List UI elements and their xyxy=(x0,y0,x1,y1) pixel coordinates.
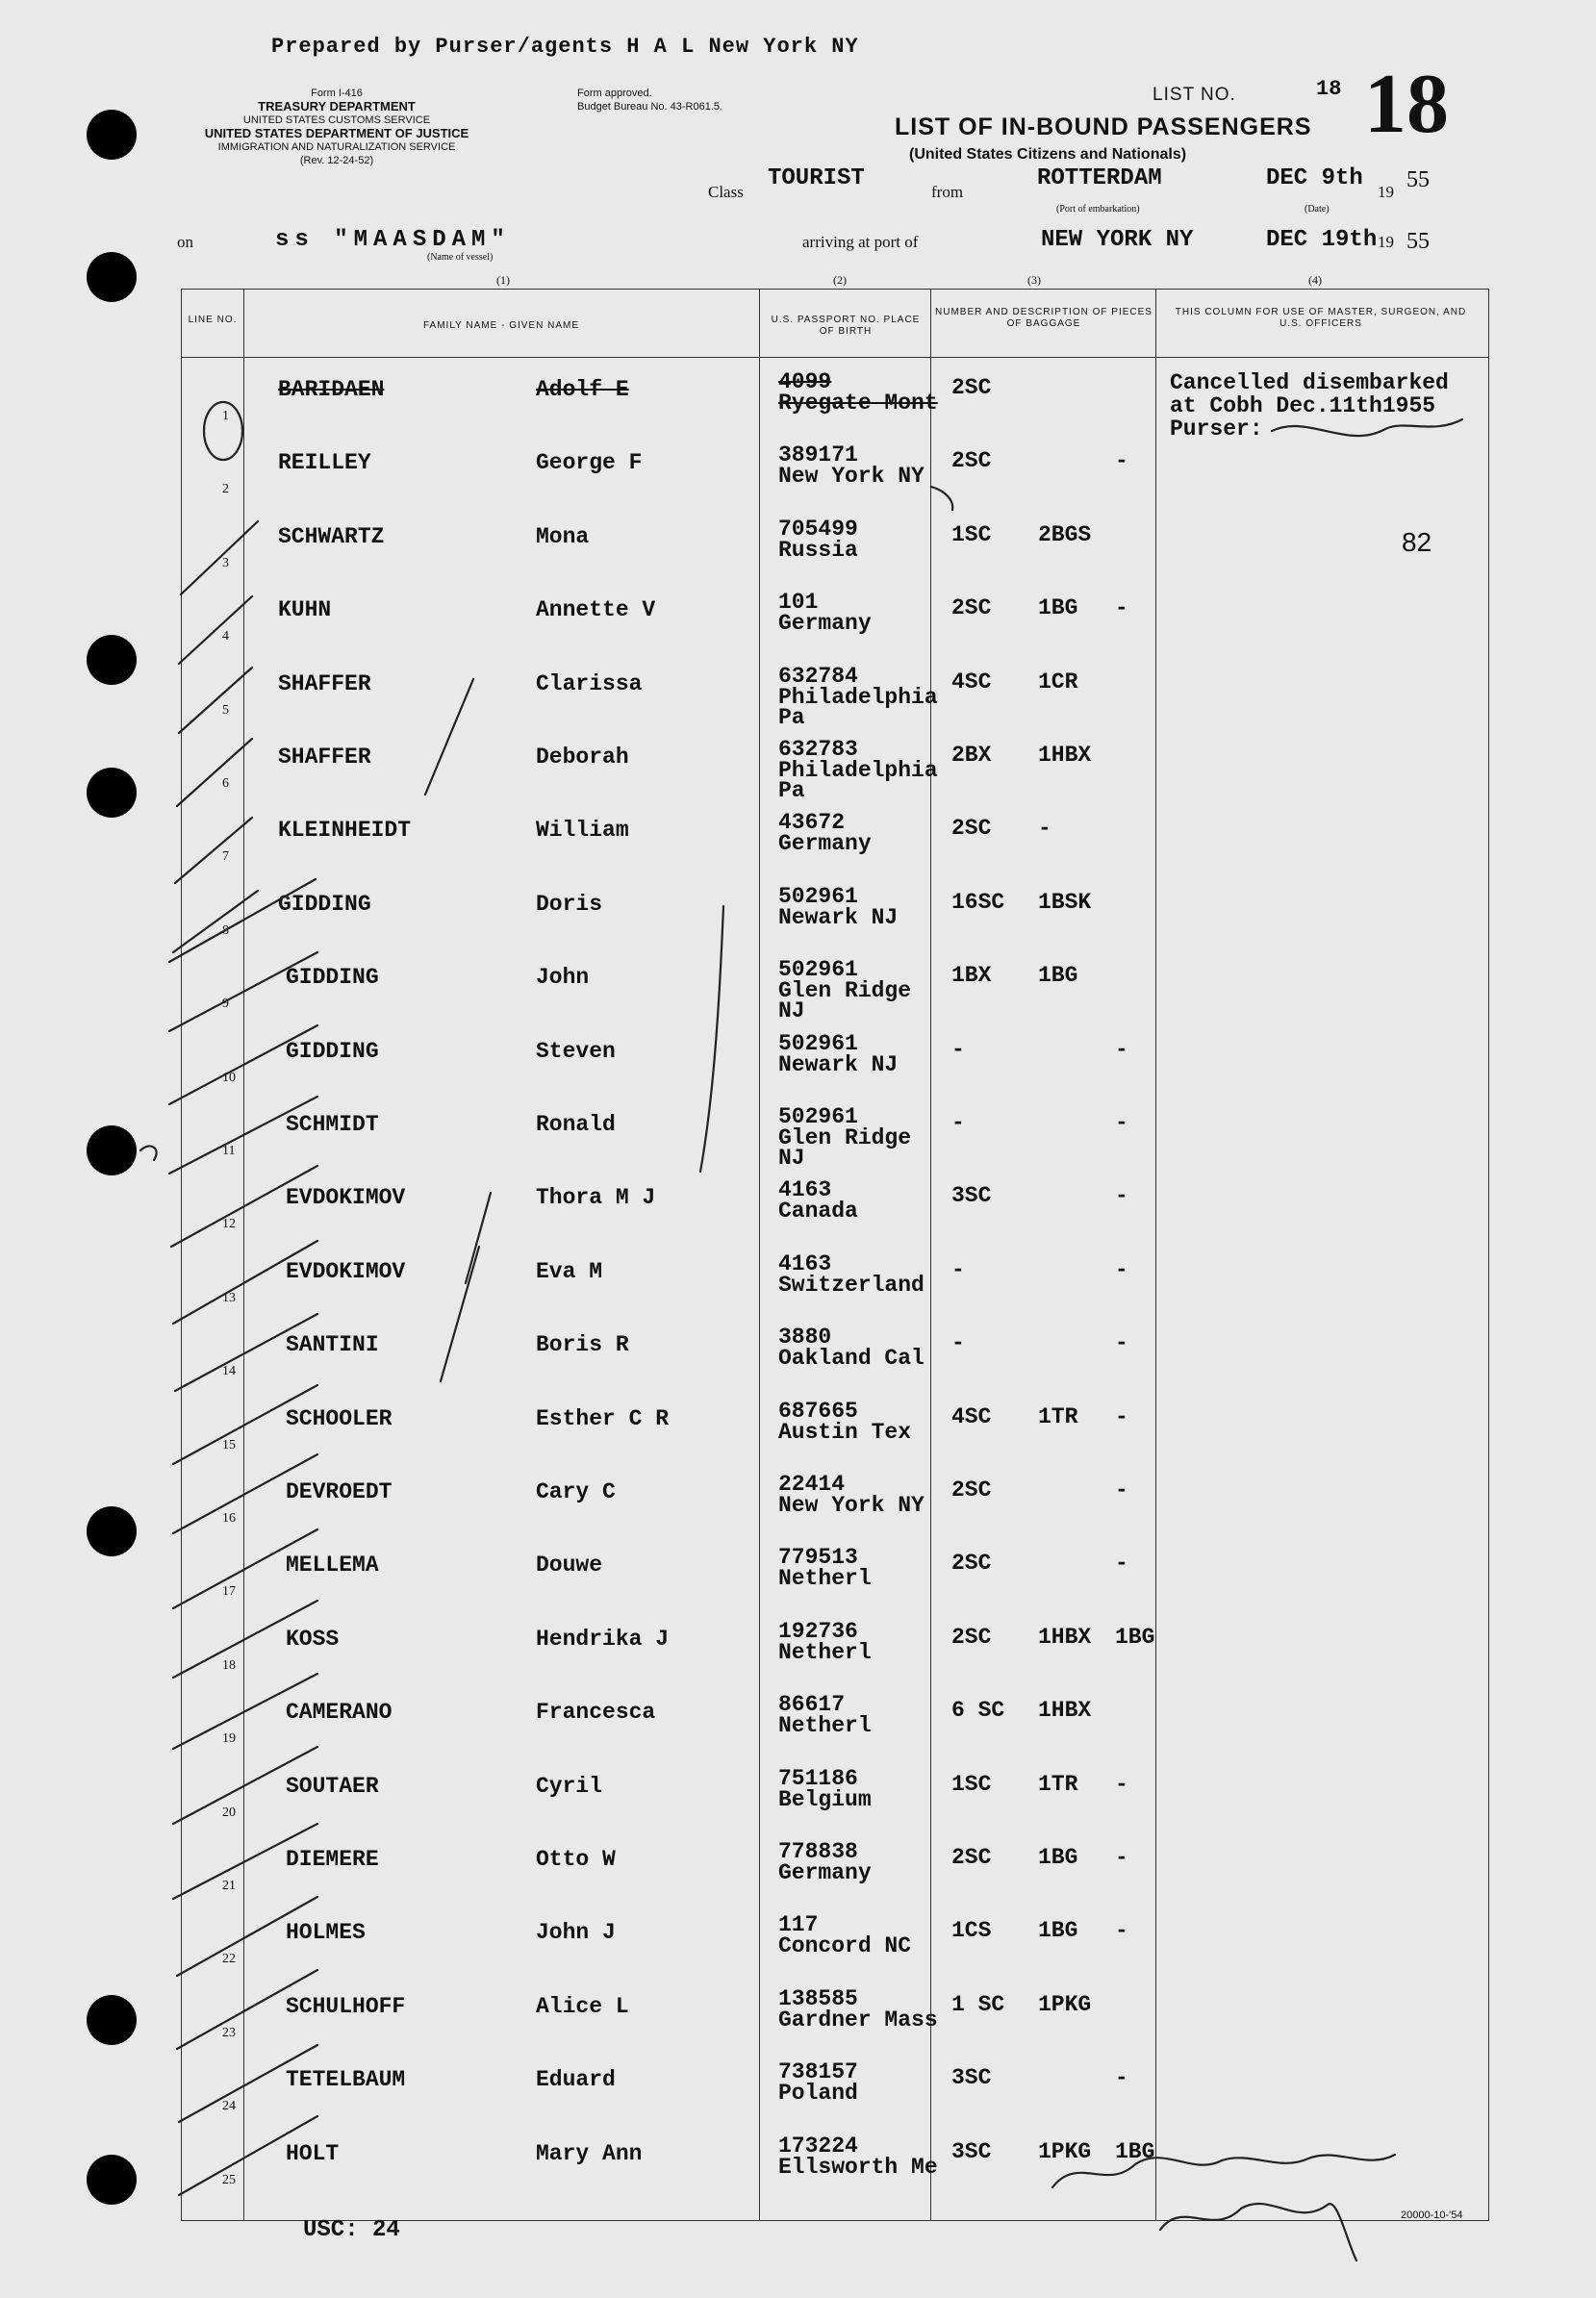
line-number: 22 xyxy=(222,1952,236,1967)
place-of-birth: Germany xyxy=(778,831,872,857)
baggage-3: - xyxy=(1115,1845,1128,1870)
baggage-2: 1TR xyxy=(1038,1403,1078,1429)
baggage-1: 2SC xyxy=(951,448,992,474)
passport-number: 632783 xyxy=(778,737,858,762)
given-name: Adolf E xyxy=(536,377,629,402)
from-label: from xyxy=(931,183,964,201)
class-value: TOURIST xyxy=(768,165,865,191)
passport-number: 138585 xyxy=(778,1985,858,2011)
given-name: Doris xyxy=(536,891,603,917)
line-number: 14 xyxy=(222,1364,236,1379)
place-of-birth: Germany xyxy=(778,1860,872,1885)
given-name: John xyxy=(536,965,590,991)
passport-number: 502961 xyxy=(778,1104,858,1129)
given-name: Alice L xyxy=(536,1993,629,2019)
list-no-label: LIST NO. xyxy=(1153,85,1236,105)
line-number: 3 xyxy=(222,555,229,570)
family-name: SHAFFER xyxy=(278,670,371,696)
given-name: Eva M xyxy=(536,1258,603,1284)
baggage-1: 3SC xyxy=(951,1183,992,1209)
baggage-1: 1CS xyxy=(951,1918,992,1944)
passport-number: 705499 xyxy=(778,516,858,542)
col-header-officers: THIS COLUMN FOR USE OF MASTER, SURGEON, AND U.S. OFFICERS xyxy=(1175,307,1467,329)
family-name: SOUTAER xyxy=(286,1773,379,1799)
family-name: SCHMIDT xyxy=(286,1112,379,1137)
place-of-birth: Newark NJ xyxy=(778,904,899,930)
line-number: 19 xyxy=(222,1731,236,1747)
immigration-service: IMMIGRATION AND NATURALIZATION SERVICE xyxy=(217,141,456,153)
line-number: 10 xyxy=(222,1070,236,1085)
departure-date: DEC 9th xyxy=(1266,165,1363,191)
baggage-1: 3SC xyxy=(951,2065,992,2091)
baggage-2: 1BG xyxy=(1038,963,1078,989)
given-name: Esther C R xyxy=(536,1405,670,1431)
passport-number: 22414 xyxy=(778,1472,846,1497)
family-name: GIDDING xyxy=(286,1038,379,1064)
arrival-date: DEC 19th xyxy=(1266,227,1378,253)
given-name: Steven xyxy=(536,1038,616,1064)
baggage-2: 1HBX xyxy=(1038,743,1092,768)
col-header-line-no: LINE NO. xyxy=(188,315,238,325)
baggage-1: - xyxy=(951,1110,965,1135)
place-of-birth: Philadelphia Pa xyxy=(778,758,938,803)
baggage-1: 2SC xyxy=(951,1845,992,1870)
line-number: 2 xyxy=(222,482,229,497)
line-number: 5 xyxy=(222,702,229,718)
passport-number: 192736 xyxy=(778,1618,858,1644)
passport-number: 502961 xyxy=(778,957,858,983)
family-name: SCHWARTZ xyxy=(278,523,385,549)
given-name: Ronald xyxy=(536,1112,616,1137)
col-header-name: FAMILY NAME - GIVEN NAME xyxy=(423,320,579,331)
line-number: 13 xyxy=(222,1290,236,1305)
usc-count: USC: 24 xyxy=(303,2217,400,2243)
line-number: 11 xyxy=(222,1144,236,1158)
bracket-mark xyxy=(425,679,473,795)
baggage-1: 2SC xyxy=(951,1477,992,1503)
baggage-2: 1BG xyxy=(1038,1918,1078,1944)
baggage-1: 1SC xyxy=(951,521,992,547)
baggage-3: - xyxy=(1115,1403,1128,1429)
line-number: 23 xyxy=(222,2025,236,2040)
baggage-1: 3SC xyxy=(951,2138,992,2164)
class-label: Class xyxy=(708,183,744,201)
passport-number: 632784 xyxy=(778,663,858,689)
baggage-2: 2BGS xyxy=(1038,521,1092,547)
baggage-2: 1BG xyxy=(1038,595,1078,621)
line-number: 25 xyxy=(222,2172,236,2187)
baggage-1: 2SC xyxy=(951,375,992,400)
line-number: 21 xyxy=(222,1879,236,1893)
list-title: LIST OF IN-BOUND PASSENGERS xyxy=(895,114,1312,140)
justice-dept: UNITED STATES DEPARTMENT OF JUSTICE xyxy=(204,126,469,140)
list-subtitle: (United States Citizens and Nationals) xyxy=(909,146,1187,163)
port-of-arrival: NEW YORK NY xyxy=(1041,227,1194,253)
passenger-count: 82 xyxy=(1402,527,1432,557)
form-approved: Form approved. xyxy=(577,88,652,99)
baggage-2: 1BSK xyxy=(1038,889,1092,915)
baggage-1: - xyxy=(951,1036,965,1062)
passport-number: 502961 xyxy=(778,1030,858,1056)
baggage-3: - xyxy=(1115,1771,1128,1797)
passport-number: 4099 xyxy=(778,369,832,394)
place-of-birth: Netherl xyxy=(778,1566,872,1592)
baggage-3: 1BG xyxy=(1115,1624,1155,1650)
port-of-embarkation: ROTTERDAM xyxy=(1037,165,1162,191)
passport-number: 389171 xyxy=(778,442,858,468)
family-name: HOLT xyxy=(286,2140,340,2166)
given-name: Cyril xyxy=(536,1773,603,1799)
treasury-dept: TREASURY DEPARTMENT xyxy=(258,99,416,114)
place-of-birth: Netherl xyxy=(778,1713,872,1739)
baggage-1: 2SC xyxy=(951,1624,992,1650)
budget-bureau: Budget Bureau No. 43-R061.5. xyxy=(577,101,723,113)
family-name: KOSS xyxy=(286,1626,340,1652)
baggage-1: - xyxy=(951,1256,965,1282)
place-of-birth: Philadelphia Pa xyxy=(778,684,938,730)
place-of-birth: Russia xyxy=(778,537,858,563)
baggage-2: 1TR xyxy=(1038,1771,1078,1797)
col-header-passport: U.S. PASSPORT NO. PLACE OF BIRTH xyxy=(771,315,921,337)
given-name: Hendrika J xyxy=(536,1626,670,1652)
line-number: 8 xyxy=(222,922,229,938)
given-name: Mona xyxy=(536,523,590,549)
given-name: Francesca xyxy=(536,1700,656,1726)
line-number: 18 xyxy=(222,1657,236,1673)
baggage-3: - xyxy=(1115,1330,1128,1356)
line-number: 15 xyxy=(222,1437,236,1452)
family-name: TETELBAUM xyxy=(286,2067,406,2093)
place-of-birth: Germany xyxy=(778,611,872,637)
place-of-birth: Switzerland xyxy=(778,1272,925,1298)
passport-number: 117 xyxy=(778,1912,819,1938)
place-of-birth: Oakland Cal xyxy=(778,1346,925,1372)
baggage-1: 4SC xyxy=(951,669,992,694)
place-of-birth: Glen Ridge NJ xyxy=(778,1125,912,1171)
baggage-3: - xyxy=(1115,1551,1128,1577)
given-name: Cary C xyxy=(536,1479,616,1504)
passport-number: 43672 xyxy=(778,810,846,836)
baggage-2: - xyxy=(1038,816,1051,842)
baggage-3: - xyxy=(1115,1036,1128,1062)
place-of-birth: Gardner Mass xyxy=(778,2007,938,2033)
place-of-birth: Canada xyxy=(778,1199,858,1225)
col-num-4: (4) xyxy=(1308,273,1322,287)
family-name: CAMERANO xyxy=(286,1700,393,1726)
given-name: John J xyxy=(536,1920,616,1946)
baggage-1: 1 SC xyxy=(951,1991,1005,2017)
departure-year: 55 xyxy=(1406,167,1430,192)
baggage-2: 1BG xyxy=(1038,1845,1078,1870)
place-of-birth: Poland xyxy=(778,2081,858,2107)
given-name: William xyxy=(536,818,629,844)
baggage-3: - xyxy=(1115,1477,1128,1503)
place-of-birth: Belgium xyxy=(778,1786,872,1812)
arrival-year: 55 xyxy=(1406,229,1430,254)
baggage-3: - xyxy=(1115,1110,1128,1135)
place-of-birth: Newark NJ xyxy=(778,1051,899,1077)
family-name: GIDDING xyxy=(278,891,371,917)
col-num-3: (3) xyxy=(1027,273,1041,287)
line-number: 1 xyxy=(222,409,229,423)
line-number: 20 xyxy=(222,1805,236,1820)
given-name: Otto W xyxy=(536,1847,616,1872)
baggage-1: 2SC xyxy=(951,816,992,842)
passport-number: 738157 xyxy=(778,2059,858,2085)
on-label: on xyxy=(177,233,193,251)
family-name: EVDOKIMOV xyxy=(286,1185,406,1211)
baggage-1: 6 SC xyxy=(951,1698,1005,1724)
place-of-birth: Austin Tex xyxy=(778,1419,912,1445)
port-embarkation-caption: (Port of embarkation) xyxy=(1056,204,1140,215)
baggage-2: 1HBX xyxy=(1038,1698,1092,1724)
passport-number: 502961 xyxy=(778,883,858,909)
date-caption: (Date) xyxy=(1305,204,1330,215)
baggage-2: 1CR xyxy=(1038,669,1078,694)
form-print-number: 20000-10-'54 xyxy=(1401,2210,1463,2221)
given-name: George F xyxy=(536,450,643,476)
family-name: KUHN xyxy=(278,597,332,623)
col-num-1: (1) xyxy=(496,273,510,287)
baggage-2: 1PKG xyxy=(1038,2138,1092,2164)
line-number: 12 xyxy=(222,1217,236,1232)
baggage-1: 16SC xyxy=(951,889,1005,915)
passport-number: 687665 xyxy=(778,1398,858,1424)
passport-number: 4163 xyxy=(778,1177,832,1203)
family-name: HOLMES xyxy=(286,1920,366,1946)
baggage-3: - xyxy=(1115,448,1128,474)
baggage-3: - xyxy=(1115,1918,1128,1944)
vessel-caption: (Name of vessel) xyxy=(427,252,494,263)
check-mark xyxy=(181,521,258,594)
year-prefix-1: 19 xyxy=(1378,183,1394,201)
form-revision: (Rev. 12-24-52) xyxy=(299,155,374,166)
family-name: EVDOKIMOV xyxy=(286,1258,406,1284)
place-of-birth: Netherl xyxy=(778,1639,872,1665)
prepared-by-line: Prepared by Purser/agents H A L New York NY xyxy=(271,35,859,59)
baggage-2: 1PKG xyxy=(1038,1991,1092,2017)
list-no-typed: 18 xyxy=(1316,77,1342,101)
given-name: Douwe xyxy=(536,1553,603,1578)
place-of-birth: Ellsworth Me xyxy=(778,2154,938,2180)
line-number: 7 xyxy=(222,849,229,865)
baggage-1: 1BX xyxy=(951,963,992,989)
family-name: SCHULHOFF xyxy=(286,1993,406,2019)
line-number: 6 xyxy=(222,776,229,791)
line-number: 9 xyxy=(222,997,229,1012)
place-of-birth: New York NY xyxy=(778,1493,925,1518)
given-name: Clarissa xyxy=(536,670,643,696)
family-name: SHAFFER xyxy=(278,745,371,770)
family-name: DIEMERE xyxy=(286,1847,379,1872)
passport-number: 778838 xyxy=(778,1839,858,1864)
line-number: 24 xyxy=(222,2099,236,2114)
place-of-birth: Concord NC xyxy=(778,1933,912,1959)
cancellation-remark: Cancelled disembarked at Cobh Dec.11th1955 Purser: xyxy=(1170,370,1449,442)
form-number: Form I-416 xyxy=(311,88,363,99)
family-name: DEVROEDT xyxy=(286,1479,393,1504)
baggage-1: 2BX xyxy=(951,743,992,768)
passport-number: 3880 xyxy=(778,1325,832,1351)
family-name: SCHOOLER xyxy=(286,1405,393,1431)
baggage-3: - xyxy=(1115,1256,1128,1282)
circle-mark xyxy=(204,402,242,460)
passport-number: 4163 xyxy=(778,1250,832,1276)
baggage-3: - xyxy=(1115,1183,1128,1209)
passport-number: 101 xyxy=(778,590,819,616)
baggage-3: 1BG xyxy=(1115,2138,1155,2164)
given-name: Boris R xyxy=(536,1332,629,1358)
family-name: GIDDING xyxy=(286,965,379,991)
arriving-label: arriving at port of xyxy=(802,233,919,251)
line-number: 4 xyxy=(222,629,229,644)
baggage-3: - xyxy=(1115,595,1128,621)
family-name: SANTINI xyxy=(286,1332,379,1358)
place-of-birth: Ryegate Mont xyxy=(778,391,938,416)
place-of-birth: New York NY xyxy=(778,464,925,490)
year-prefix-2: 19 xyxy=(1378,233,1394,251)
family-name: REILLEY xyxy=(278,450,371,476)
customs-service: UNITED STATES CUSTOMS SERVICE xyxy=(242,114,431,126)
col-num-2: (2) xyxy=(833,273,847,287)
baggage-2: 1HBX xyxy=(1038,1624,1092,1650)
baggage-1: 2SC xyxy=(951,1551,992,1577)
family-name: KLEINHEIDT xyxy=(278,818,412,844)
baggage-1: 4SC xyxy=(951,1403,992,1429)
baggage-3: - xyxy=(1115,2065,1128,2091)
given-name: Deborah xyxy=(536,745,629,770)
baggage-1: - xyxy=(951,1330,965,1356)
vessel-name: ss "MAASDAM" xyxy=(275,227,511,253)
passport-number: 86617 xyxy=(778,1692,846,1718)
passport-number: 173224 xyxy=(778,2133,858,2159)
given-name: Eduard xyxy=(536,2067,616,2093)
passport-number: 779513 xyxy=(778,1545,858,1571)
given-name: Annette V xyxy=(536,597,656,623)
place-of-birth: Glen Ridge NJ xyxy=(778,978,912,1024)
family-name: MELLEMA xyxy=(286,1553,379,1578)
baggage-1: 2SC xyxy=(951,595,992,621)
given-name: Mary Ann xyxy=(536,2140,643,2166)
line-number: 16 xyxy=(222,1511,236,1526)
passport-number: 751186 xyxy=(778,1765,858,1791)
line-number: 17 xyxy=(222,1584,236,1600)
col-header-baggage: NUMBER AND DESCRIPTION OF PIECES OF BAGGAGE xyxy=(935,307,1153,329)
given-name: Thora M J xyxy=(536,1185,656,1211)
list-no-handwritten: 18 xyxy=(1364,58,1449,151)
family-name: BARIDAEN xyxy=(278,377,385,402)
baggage-1: 1SC xyxy=(951,1771,992,1797)
